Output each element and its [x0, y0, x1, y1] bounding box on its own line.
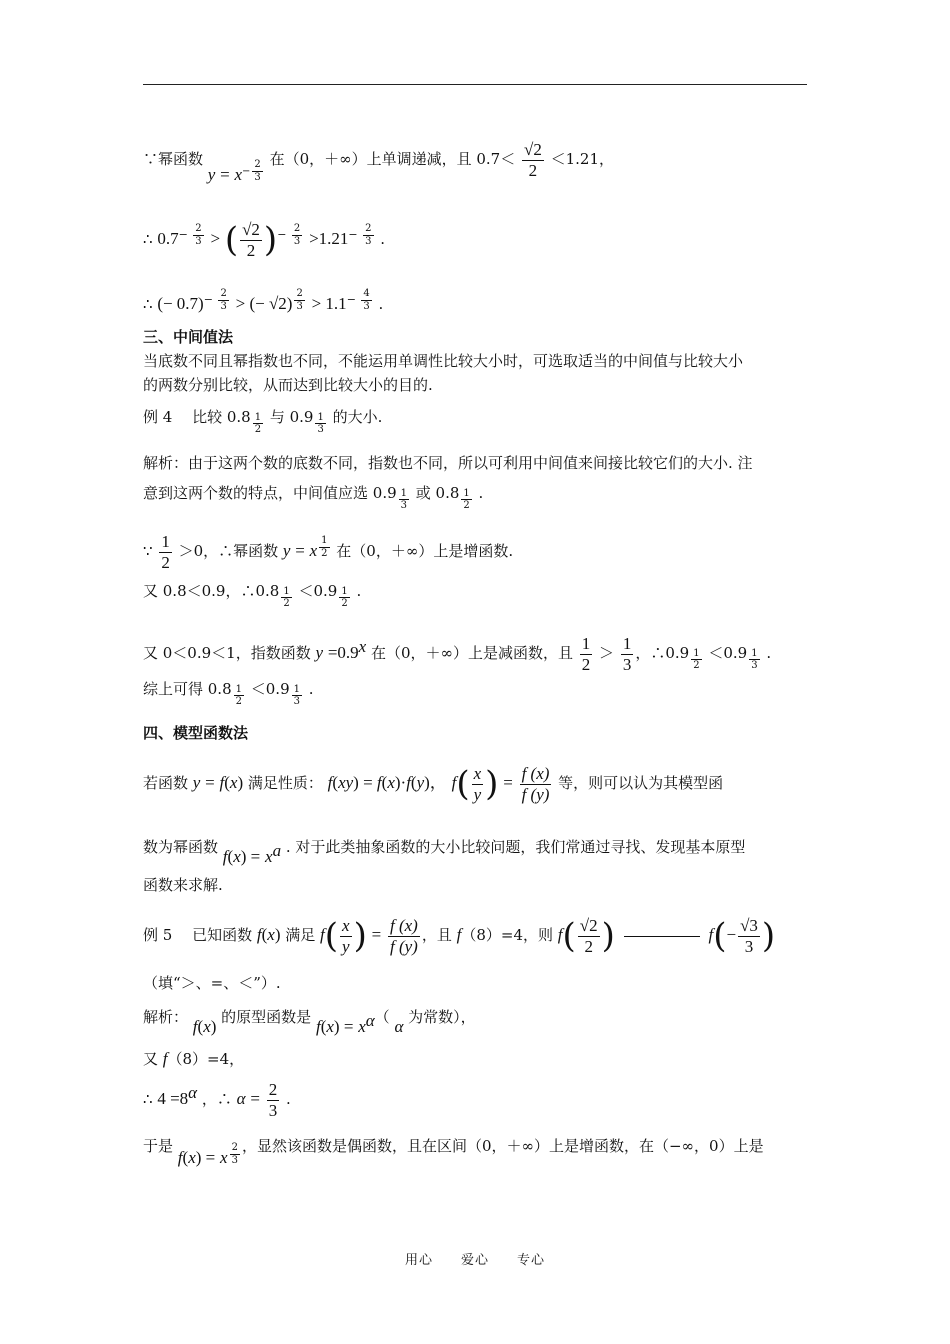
example-5-solution-2: 又 f（8）=4，	[143, 1049, 245, 1068]
section-4-para-2: 数为幂函数 $f(x) = x^a$ . 对于此类抽象函数的大小比较问题，我们常通过寻找、发现基本原型	[143, 838, 746, 866]
example-4: 例 4 比较 0.8 $_{\frac{1}{2}}$ 与 0.9 $_{\frac{1}{3}}$ 的大小.	[143, 408, 383, 435]
example-4-conclusion: 综上可得 0.8 $_{\frac{1}{2}}$ ＜0.9 $_{\frac{1}{3}}$ .	[143, 680, 314, 707]
section-3-heading: 三、中间值法	[143, 328, 234, 346]
line-2: ∴ $0.7^{- \frac{2}{3}}$ > ( $\frac{√2}{2}$ )$^{- \frac{2}{3}}$ $>1.21^{- \frac{2}{3}}$ .	[143, 220, 386, 261]
section-3-para-1: 当底数不同且幂指数也不同，不能运用单调性比较大小时，可选取适当的中间值与比较大小	[143, 352, 744, 370]
page-footer: 用心 爱心 专心	[404, 1253, 545, 1268]
line-3: ∴ (− 0.7)$^{- \frac{2}{3}}$ > (− √2) $^{\frac{2}{3}}$ > $1.1^{- \frac{4}{3}}$ .	[143, 288, 384, 313]
example-5: 例 5 已知函数 f(x) 满足 f( $\frac{x}{y}$ ) = $\frac{f (x)}{f (y)}$ ，且 f（8）=4，则 f( $\frac{√2}{2}$ ) f(− $\frac{√3}{3}$ )	[143, 916, 776, 957]
example-4-solution-1: 解析：由于这两个数的底数不同，指数也不同，所以可利用中间值来间接比较它们的大小. 注	[143, 454, 753, 472]
example-5-solution-4: 于是 f(x) = x $^{\frac{2}{3}}$ ，显然该函数是偶函数，且在区间（0，＋∞）上是增函数，在（−∞，0）上是	[143, 1137, 764, 1167]
section-4-para-3: 函数来求解.	[143, 876, 223, 894]
section-4-heading: 四、模型函数法	[143, 724, 249, 742]
section-4-para-1: 若函数 y = f(x) 满足性质： f(xy) = f(x)·f(y)， f( $\frac{x}{y}$ ) = $\frac{f (x)}{f (y)}$ 等，则可以认为其模型函	[143, 764, 724, 805]
line-1: ∵幂函数 $y = x^{- \frac{2}{3}}$ 在（0，＋∞）上单调递减，且 0.7＜ $\frac{√2}{2}$ ＜1.21，	[143, 140, 615, 185]
example-5-solution-3: ∴ $4 =8^\alpha$ ，∴ α = $\frac{2}{3}$ .	[143, 1080, 291, 1120]
example-5-fill-hint: （填“＞、=、＜”）.	[143, 974, 281, 992]
header-rule	[143, 84, 807, 85]
example-4-solution-2: 意到这两个数的特点，中间值应选 0.9 $_{\frac{1}{3}}$ 或 0.8 $_{\frac{1}{2}}$ .	[143, 484, 484, 511]
example-4-step-2: 又 0.8＜0.9，∴0.8 $_{\frac{1}{2}}$ ＜0.9 $_{\frac{1}{2}}$ .	[143, 582, 362, 609]
section-3-para-2: 的两数分别比较，从而达到比较大小的目的.	[143, 376, 433, 394]
answer-blank	[624, 936, 700, 937]
example-4-step-3: 又 0＜0.9＜1，指数函数 $y =0.9^x$ 在（0，＋∞）上是减函数，且 $\frac{1}{2}$ ＞ $\frac{1}{3}$ ，∴0.9 $_{\frac{1}{2}}$ ＜0.9 $_{\frac{1}{3}}$ .	[143, 634, 772, 674]
example-5-solution-1: 解析： f(x) 的原型函数是 $f(x) = x^\alpha$（ α 为常数），	[143, 1008, 476, 1036]
example-4-step-1: ∵ $\frac{1}{2}$ ＞0，∴幂函数 y = x $^{\frac{1}{2}}$ 在（0，＋∞）上是增函数.	[143, 532, 514, 572]
